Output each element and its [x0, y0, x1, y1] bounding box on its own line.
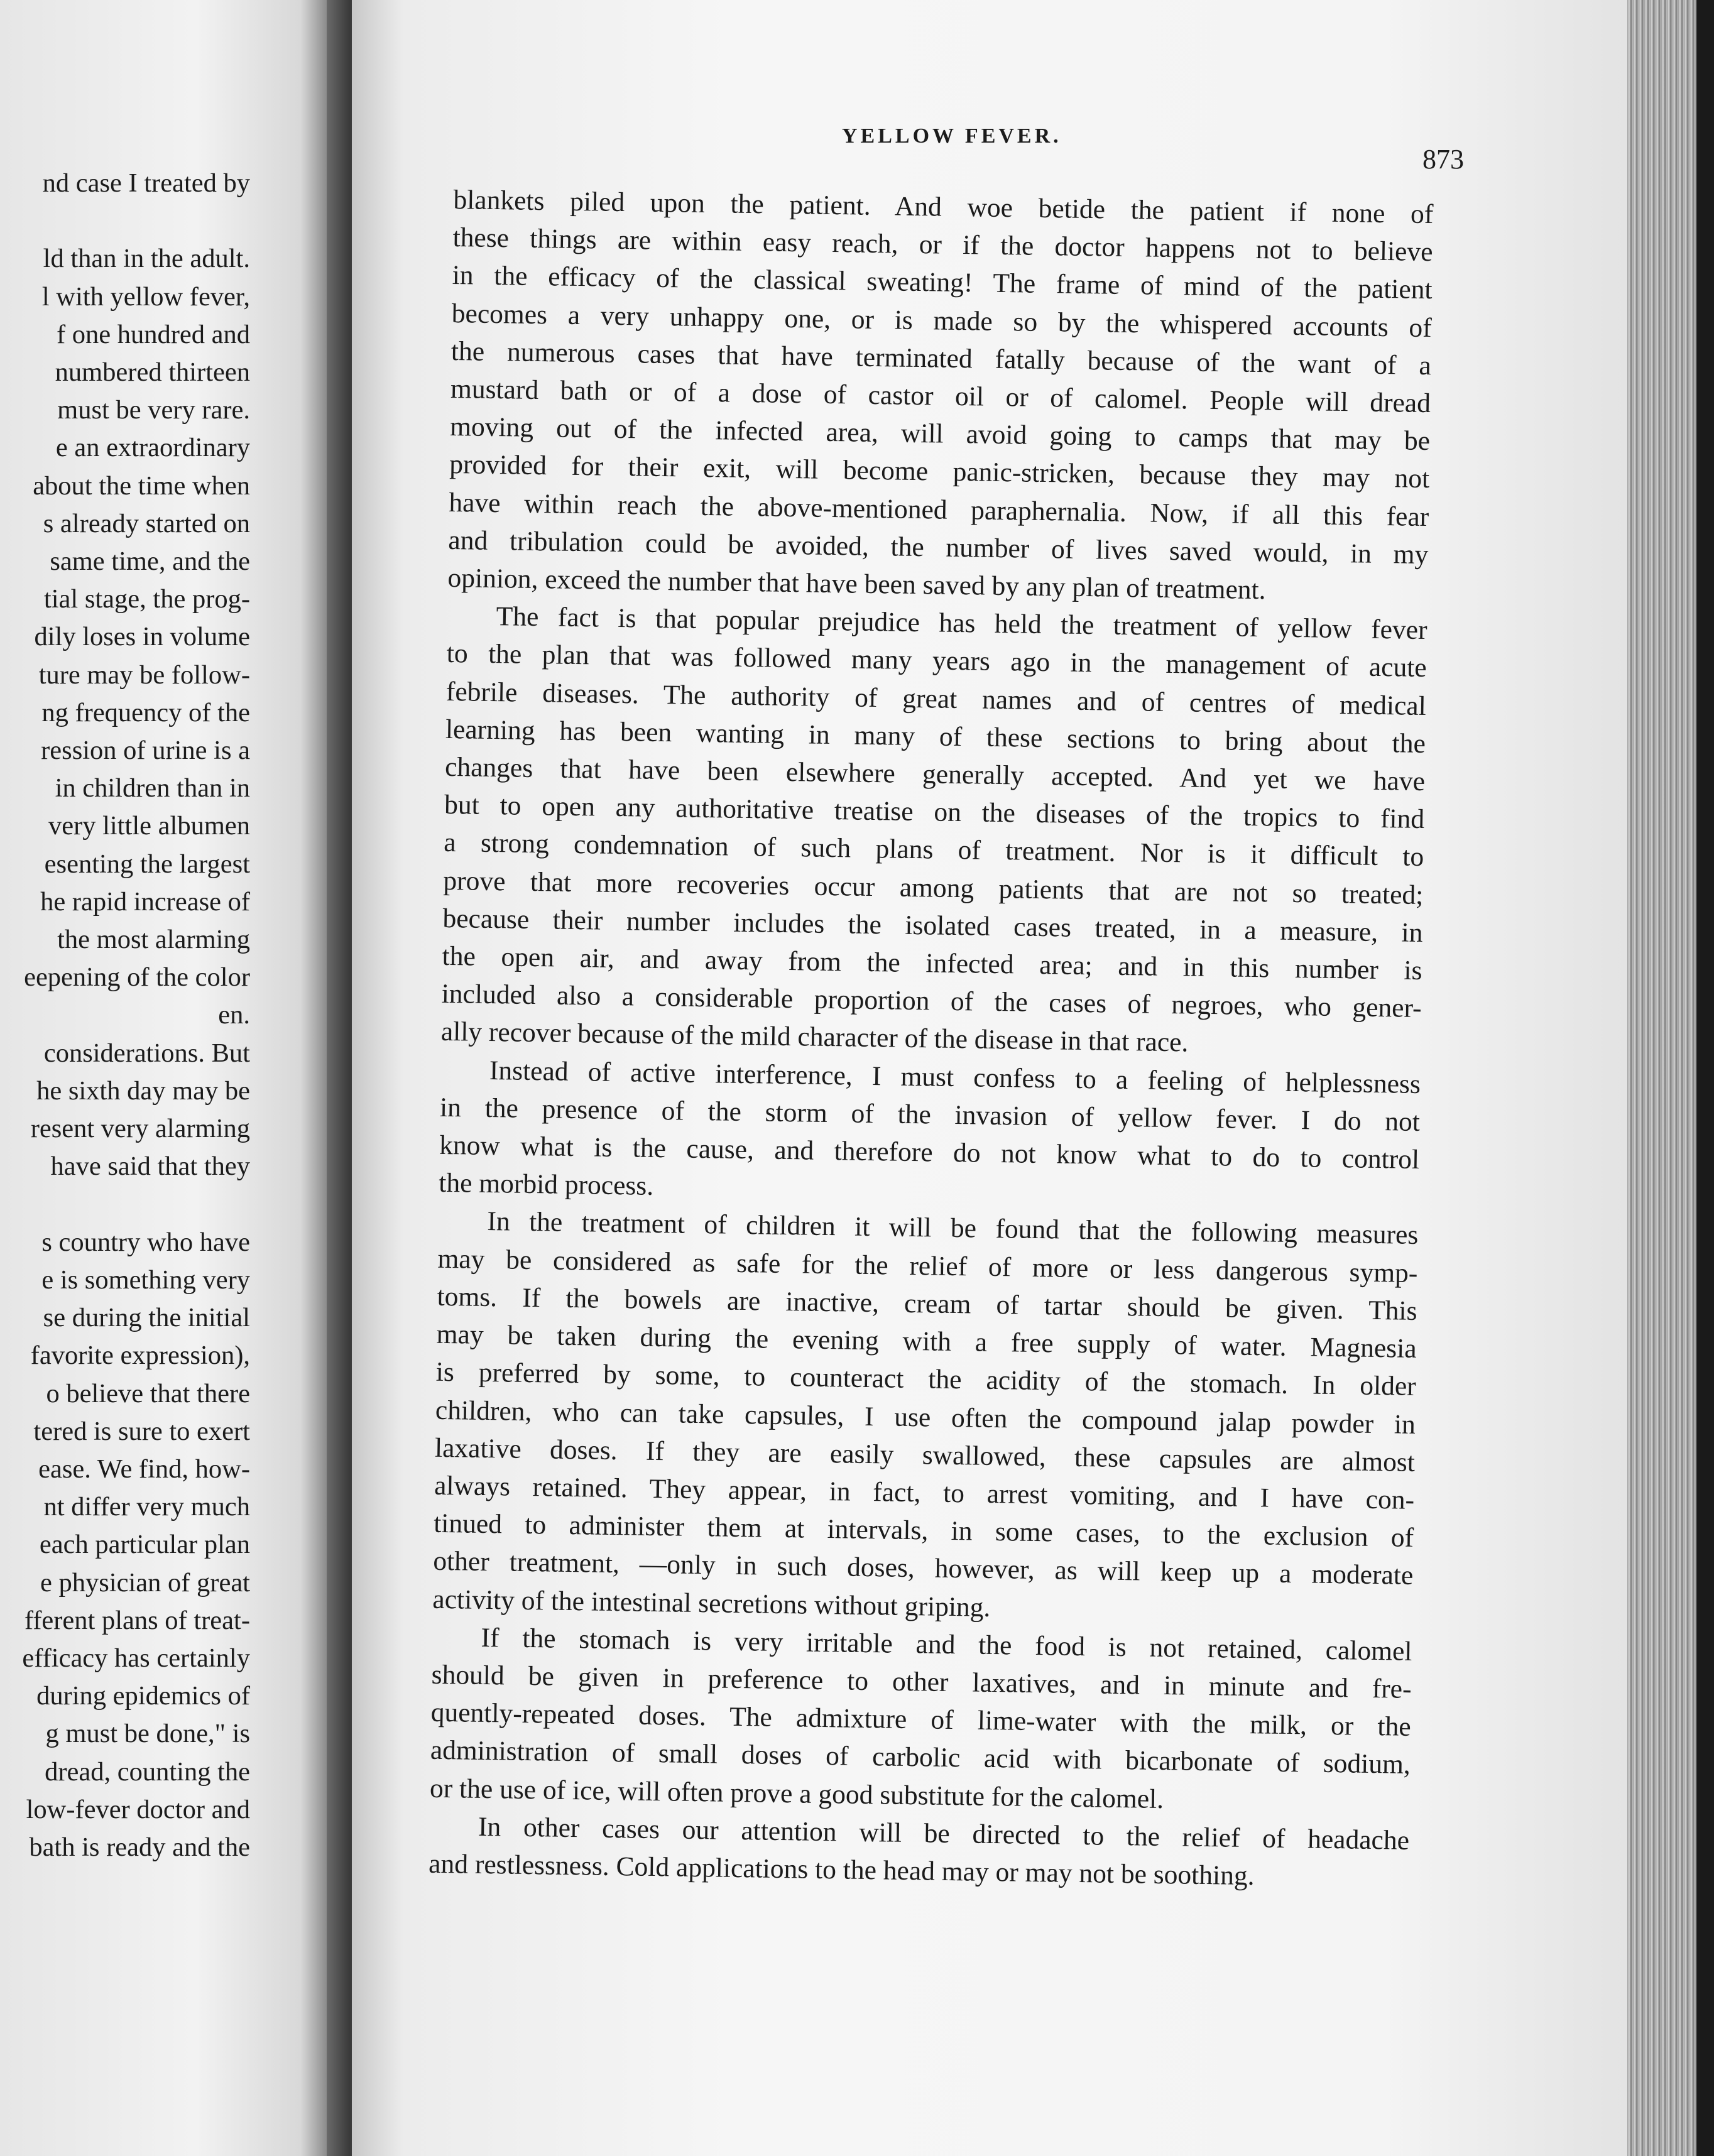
body-text-line: in the presence of the storm of the invasion of yellow fever. I do not	[439, 1092, 1421, 1137]
previous-page-line: in children than in	[55, 773, 250, 803]
body-text-line: quently-repeated doses. The admixture of lime-water with the milk, or the	[430, 1697, 1412, 1742]
body-text-line: opinion, exceed the number that have been saved by any plan of treatment.	[447, 562, 1266, 606]
body-text-line: a strong condemnation of such plans of treatment. Nor is it difficult to	[444, 827, 1424, 873]
previous-page-line: low-fever doctor and	[26, 1794, 250, 1824]
body-text-line: may be considered as safe for the relief of more or less dangerous symp-	[437, 1243, 1418, 1288]
previous-page-line: e an extraordinary	[55, 433, 250, 463]
previous-page-line: fferent plans of treat-	[24, 1605, 250, 1635]
previous-page-line: considerations. But	[43, 1038, 250, 1068]
previous-page-line: ng frequency of the	[41, 697, 250, 727]
body-text-line: know what is the cause, and therefore do not know what to do to control	[439, 1130, 1420, 1175]
previous-page-line: s country who have	[41, 1227, 250, 1257]
previous-page-line: bath is ready and the	[29, 1832, 250, 1862]
body-text-line: learning has been wanting in many of these sections to bring about the	[445, 714, 1426, 759]
body-text-line: in the efficacy of the classical sweating! The frame of mind of the patient	[452, 260, 1433, 305]
body-text-line: but to open any authoritative treatise on the diseases of the tropics to find	[444, 790, 1425, 835]
body-text-line: moving out of the infected area, will avoid going to camps that may be	[449, 411, 1431, 457]
previous-page-text	[0, 165, 250, 1866]
body-text-line: the numerous cases that have terminated fatally because of the want of a	[450, 335, 1432, 381]
previous-page-line: tial stage, the prog-	[43, 584, 250, 614]
body-text-line: children, who can take capsules, I use often the compound jalap powder in	[435, 1395, 1416, 1440]
previous-page-line: dread, counting the	[45, 1756, 250, 1787]
previous-page-line: must be very rare.	[57, 395, 250, 425]
body-text-line: ally recover because of the mild character of the disease in that race.	[440, 1016, 1189, 1058]
previous-page-line: ld than in the adult.	[43, 244, 250, 274]
body-text-line: In other cases our attention will be directed to the relief of headache	[478, 1811, 1410, 1856]
body-text-line: In the treatment of children it will be found that the following measures	[487, 1206, 1419, 1251]
body-text-line: febrile diseases. The authority of great names and of centres of medical	[445, 676, 1427, 721]
body-text-line: other treatment, —only in such doses, however, as will keep up a moderate	[433, 1546, 1414, 1591]
previous-page-line: ease. We find, how-	[38, 1454, 250, 1484]
body-text-line: blankets piled upon the patient. And woe betide the patient if none of	[453, 184, 1434, 230]
body-text-line: provided for their exit, will become panic-stricken, because they may not	[449, 449, 1430, 494]
previous-page-line: esenting the largest	[44, 849, 250, 879]
body-text-line: activity of the intestinal secretions without griping.	[432, 1584, 991, 1623]
body-text-line: changes that have been elsewhere generally accepted. And yet we have	[444, 751, 1426, 797]
body-text-line: these things are within easy reach, or if the doctor happens not to believe	[452, 222, 1433, 268]
previous-page-line: tered is sure to exert	[33, 1416, 250, 1446]
body-text-line: mustard bath or of a dose of castor oil or of calomel. People will dread	[450, 373, 1431, 419]
body-text-line: the morbid process.	[438, 1168, 654, 1202]
previous-page-line: the most alarming	[57, 925, 250, 955]
previous-page-line: very little albumen	[48, 811, 250, 841]
previous-page-line: ression of urine is a	[41, 736, 250, 766]
previous-page-line: se during the initial	[43, 1303, 250, 1333]
previous-page-line	[0, 202, 250, 240]
body-text-line: is preferred by some, to counteract the acidity of the stomach. In older	[435, 1357, 1417, 1402]
previous-page-line: o believe that there	[46, 1378, 250, 1408]
body-text-line: always retained. They appear, in fact, to arrest vomiting, and I have con-	[434, 1470, 1415, 1515]
body-text-line: If the stomach is very irritable and the food is not retained, calomel	[481, 1622, 1412, 1667]
body-text-line: prove that more recoveries occur among patients that are not so treated;	[443, 865, 1424, 910]
previous-page-line: nt differ very much	[43, 1492, 250, 1522]
body-text-line: Instead of active interference, I must confess to a feeling of helplessness	[489, 1055, 1421, 1099]
body-text-line: should be given in preference to other laxatives, and in minute and fre-	[431, 1659, 1412, 1704]
previous-page-line: dily loses in volume	[34, 622, 250, 652]
previous-page-line: e physician of great	[40, 1567, 250, 1598]
previous-page-line: nd case I treated by	[42, 168, 250, 198]
previous-page-line: en.	[218, 1000, 250, 1030]
previous-page-line: resent very alarming	[30, 1114, 250, 1144]
previous-page-line: during epidemics of	[36, 1681, 250, 1711]
body-text-line: becomes a very unhappy one, or is made so by the whispered accounts of	[451, 298, 1433, 343]
page-number: 873	[1422, 144, 1464, 175]
previous-page-line: numbered thirteen	[55, 357, 250, 388]
body-text-line: and restlessness. Cold applications to the head may or may not be soothing.	[428, 1848, 1255, 1892]
previous-page-line: he rapid increase of	[40, 886, 250, 917]
previous-page-line: he sixth day may be	[36, 1075, 250, 1106]
previous-page-line: g must be done," is	[45, 1719, 250, 1749]
body-text-line: toms. If the bowels are inactive, cream of tartar should be given. This	[437, 1281, 1417, 1326]
previous-page-line: favorite expression),	[30, 1341, 250, 1371]
previous-page	[0, 0, 327, 2156]
body-text-line: to the plan that was followed many years ago in the management of acute	[446, 638, 1427, 683]
running-head: YELLOW FEVER.	[842, 124, 1062, 148]
body-text-line: The fact is that popular prejudice has held the treatment of yellow fever	[496, 601, 1427, 646]
previous-page-line: about the time when	[33, 471, 250, 501]
body-text-line: laxative doses. If they are easily swallowed, these capsules are almost	[434, 1432, 1416, 1478]
page-body-text	[428, 181, 1434, 1897]
body-text-line: tinued to administer them at intervals, in some cases, to the exclusion of	[433, 1508, 1414, 1554]
page-edges	[1627, 0, 1714, 2156]
previous-page-line: s already started on	[43, 508, 250, 538]
previous-page-line: f one hundred and	[56, 319, 250, 349]
body-text-line: have within reach the above-mentioned paraphernalia. Now, if all this fear	[449, 487, 1429, 532]
body-text-line: or the use of ice, will often prove a good substitute for the calomel.	[429, 1773, 1164, 1814]
previous-page-line: l with yellow fever,	[41, 281, 250, 312]
body-text-line: included also a considerable proportion of the cases of negroes, who gener-	[441, 979, 1422, 1024]
body-text-line: because their number includes the isolated cases treated, in a measure, in	[442, 903, 1423, 948]
previous-page-line: e is something very	[41, 1265, 250, 1295]
previous-page-line: each particular plan	[39, 1530, 250, 1560]
previous-page-line: ture may be follow-	[38, 660, 250, 690]
previous-page-line: same time, and the	[50, 547, 250, 577]
previous-page-line: eepening of the color	[24, 962, 250, 993]
previous-page-line	[0, 1185, 250, 1223]
body-text-line: may be taken during the evening with a free supply of water. Magnesia	[436, 1319, 1417, 1364]
previous-page-line: efficacy has certainly	[22, 1643, 250, 1673]
body-text-line: the open air, and away from the infected area; and in this number is	[442, 940, 1422, 986]
body-text-line: and tribulation could be avoided, the number of lives saved would, in my	[448, 525, 1429, 570]
previous-page-line: have said that they	[50, 1152, 250, 1182]
body-text-line: administration of small doses of carbolic acid with bicarbonate of sodium,	[430, 1735, 1411, 1780]
